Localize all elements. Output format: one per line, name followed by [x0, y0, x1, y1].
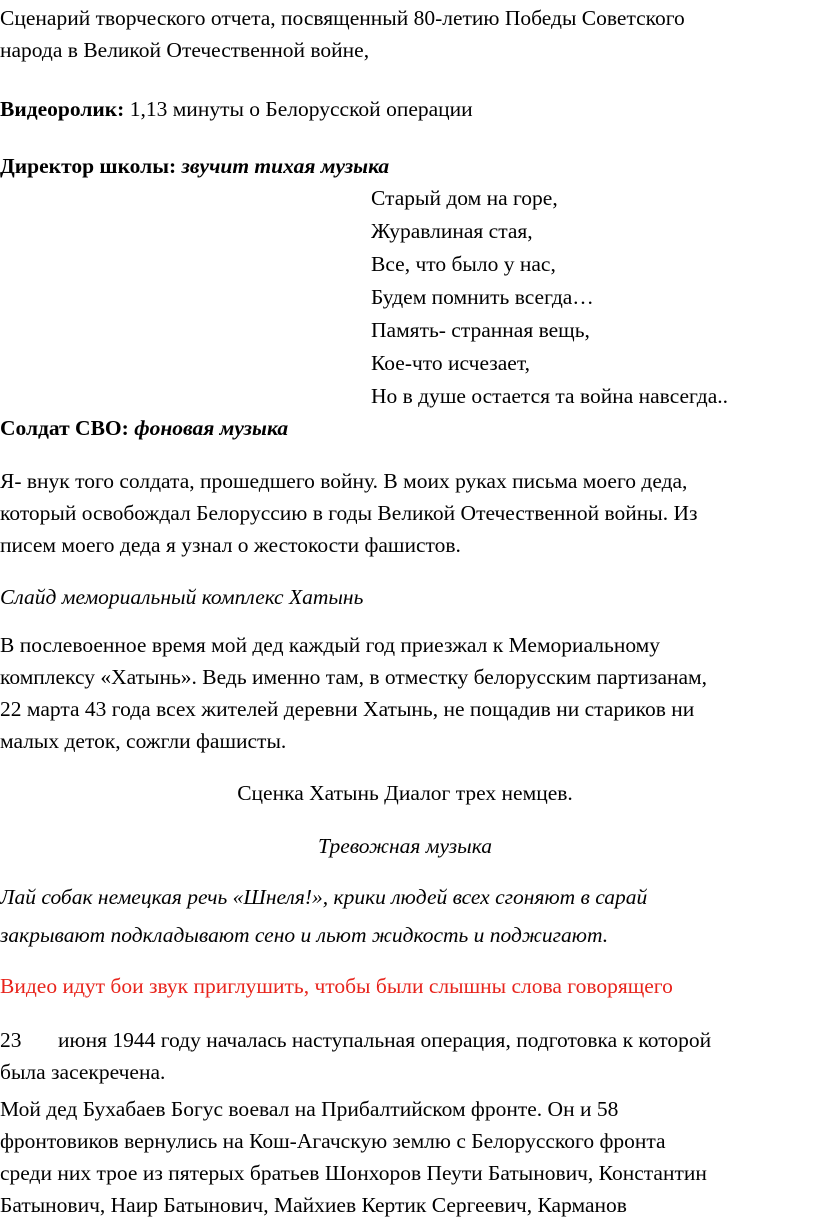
text-line: писем моего деда я узнал о жестокости фашистов. [0, 533, 461, 557]
video-line [0, 93, 810, 125]
director-note: звучит тихая музыка [176, 154, 390, 178]
director-line [0, 150, 810, 182]
date-number: 23 [0, 1028, 22, 1052]
text-line: закрывают подкладывают сено и льют жидкость и поджигают. [0, 923, 609, 947]
text-line: среди них трое из пятерых братьев Шонхоров Пеути Батынович, Константин [0, 1161, 707, 1185]
music-note: Тревожная музыка [318, 834, 492, 858]
director-label: Директор школы: [0, 154, 177, 178]
poem-line: Память- странная вещь, [371, 318, 590, 342]
paragraph-grandfather [0, 1093, 810, 1221]
poem [371, 182, 728, 413]
poem-line: Все, что было у нас, [371, 252, 556, 276]
text-line: была засекречена. [0, 1060, 166, 1084]
poem-line: Журавлиная стая, [371, 219, 533, 243]
text-line: фронтовиков вернулись на Кош-Агачскую землю с Белорусского фронта [0, 1129, 666, 1153]
video-text: 1,13 минуты о Белорусской операции [124, 97, 473, 121]
paragraph-khatyn [0, 629, 810, 757]
poem-line: Но в душе остается та война навсегда.. [371, 384, 729, 408]
video-note: Видео идут бои звук приглушить, чтобы были слышны слова говорящего [0, 974, 673, 998]
poem-line: Будем помнить всегда… [371, 285, 594, 309]
slide-note: Слайд мемориальный комплекс Хатынь [0, 585, 364, 609]
text-line: Лай собак немецкая речь «Шнеля!», крики людей всех сгоняют в сарай [0, 885, 648, 909]
action-note [0, 878, 810, 954]
title-line: Сценарий творческого отчета, посвященный 80-летию Победы Советского [0, 6, 685, 30]
soldier-label: Солдат СВО: [0, 416, 129, 440]
text-line: малых деток, сожгли фашисты. [0, 729, 287, 753]
title-line: народа в Великой Отечественной войне, [0, 38, 370, 62]
text-line [0, 1024, 810, 1056]
soldier-note: фоновая музыка [128, 416, 289, 440]
text-line: Мой дед Бухабаев Богус воевал на Прибалтийском фронте. Он и 58 [0, 1097, 619, 1121]
text-line: В послевоенное время мой дед каждый год приезжал к Мемориальному [0, 633, 661, 657]
poem-line: Старый дом на горе, [371, 186, 558, 210]
text-line: комплексу «Хатынь». Ведь именно там, в отместку белорусским партизанам, [0, 665, 708, 689]
video-label: Видеоролик: [0, 97, 125, 121]
poem-line: Кое-что исчезает, [371, 351, 531, 375]
text-line: Я- внук того солдата, прошедшего войну. В моих руках письма моего деда, [0, 469, 688, 493]
scene-title: Сценка Хатынь Диалог трех немцев. [237, 781, 573, 805]
text-line: 22 марта 43 года всех жителей деревни Хатынь, не пощадив ни стариков ни [0, 697, 695, 721]
paragraph-operation [0, 1024, 810, 1088]
paragraph-grandson [0, 465, 810, 561]
document-title [0, 2, 810, 66]
date-text: июня 1944 году началась наступальная операция, подготовка к которой [58, 1028, 712, 1052]
text-line: который освобождал Белоруссию в годы Великой Отечественной войны. Из [0, 501, 698, 525]
soldier-line [0, 412, 810, 444]
text-line: Батынович, Наир Батынович, Майхиев Кертик Сергеевич, Карманов [0, 1193, 627, 1217]
